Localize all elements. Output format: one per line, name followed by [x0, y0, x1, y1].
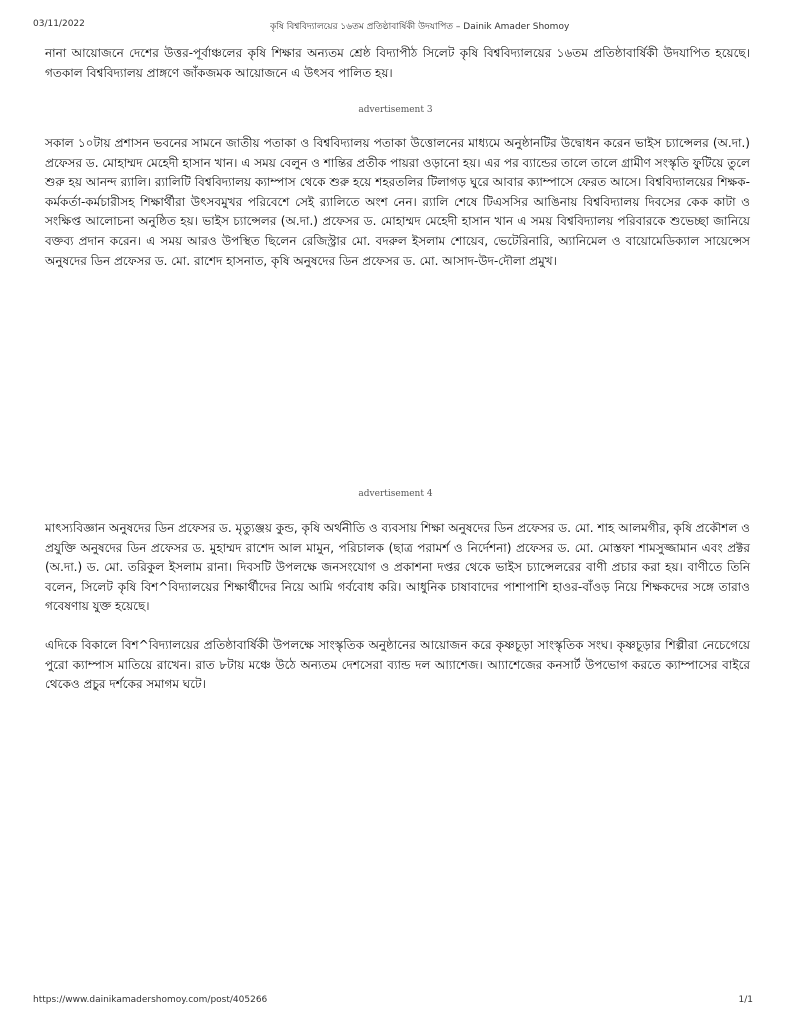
article-paragraph-1: নানা আয়োজনে দেশের উত্তর-পূর্বাঞ্চলের কৃষি শিক্ষার অন্যতম শ্রেষ্ঠ বিদ্যাপীঠ সিলেট কৃষি বিশ্ববিদ্যালয়ের ১৬তম প্রতিষ্ঠাবার্ষিকী উদযাপিত হয়েছে। গতকাল বিশ্ববিদ্যালয় প্রাঙ্গণে জাঁকজমক আয়োজনে এ উৎসব পালিত হয়। — [45, 46, 750, 80]
advertisement-placeholder-4: advertisement 4 — [358, 489, 433, 499]
advertisement-placeholder-3: advertisement 3 — [358, 105, 433, 115]
article-paragraph-2: সকাল ১০টায় প্রশাসন ভবনের সামনে জাতীয় পতাকা ও বিশ্ববিদ্যালয় পতাকা উত্তোলনের মাধ্যমে অনুষ্ঠানটির উদ্বোধন করেন ভাইস চ্যান্সেলর (অ.দা.) প্রফেসর ড. মোহাম্মদ মেহেদী হাসান খান। এ সময় বেলুন ও শান্তির প্রতীক পায়রা ওড়ানো হয়। এর পর ব্যান্ডের তালে তালে গ্রামীণ সংস্কৃতি ফুটিয়ে তুলে শুরু হয় আনন্দ র‌্যালি। র‌্যালিটি বিশ্ববিদ্যালয় ক্যাম্পাস থেকে শুরু হয়ে শহরতলির টিলাগড় ঘুরে আবার ক্যাম্পাসে ফেরত আসে। বিশ্ববিদ্যালয়ের শিক্ষক-কর্মকর্তা-কর্মচারীসহ শিক্ষার্থীরা উৎসবমুখর পরিবেশে সেই র‌্যালিতে অংশ নেন। র‌্যালি শেষে টিএসসির আঙিনায় বিশ্ববিদ্যালয় দিবসের কেক কাটা ও সংক্ষিপ্ত আলোচনা অনুষ্ঠিত হয়। ভাইস চ্যান্সেলর (অ.দা.) প্রফেসর ড. মোহাম্মদ মেহেদী হাসান খান এ সময় বিশ্ববিদ্যালয় পরিবারকে শুভেচ্ছা জানিয়ে বক্তব্য প্রদান করেন। এ সময় আরও উপস্থিত ছিলেন রেজিস্ট্রার মো. বদরুল ইসলাম শোয়েব, ভেটেরিনারি, অ্যানিমেল ও বায়োমেডিক্যাল সায়েন্সেস অনুষদের ডিন প্রফেসর ড. মো. রাশেদ হাসনাত, কৃষি অনুষদের ডিন প্রফেসর ড. মো. আসাদ-উদ-দৌলা প্রমুখ। — [45, 136, 750, 268]
page-title: কৃষি বিশ্ববিদ্যালয়ের ১৬তম প্রতিষ্ঠাবার্ষিকী উদযাপিত – Dainik Amader Shomoy — [270, 22, 570, 32]
print-date: 03/11/2022 — [33, 19, 85, 29]
source-url-link[interactable]: https://www.dainikamadershomoy.com/post/405266 — [33, 995, 268, 1005]
article-paragraph-4: এদিকে বিকালে বিশ^বিদ্যালয়ের প্রতিষ্ঠাবার্ষিকী উপলক্ষে সাংস্কৃতিক অনুষ্ঠানের আয়োজন করে কৃষ্ণচূড়া সাংস্কৃতিক সংঘ। কৃষ্ণচূড়ার শিল্পীরা নেচেগেয়ে পুরো ক্যাম্পাস মাতিয়ে রাখেন। রাত ৮টায় মঞ্চে উঠে অন্যতম দেশসেরা ব্যান্ড দল আ্যাশেজ। আ্যাশেজের কনসার্ট উপভোগ করতে ক্যাম্পাসের বাইরে থেকেও প্রচুর দর্শকের সমাগম ঘটে। — [45, 638, 750, 692]
article-paragraph-3: মাৎস্যবিজ্ঞান অনুষদের ডিন প্রফেসর ড. মৃত্যুঞ্জয় কুন্ড, কৃষি অর্থনীতি ও ব্যবসায় শিক্ষা অনুষদের ডিন প্রফেসর ড. মো. শাহ আলমগীর, কৃষি প্রকৌশল ও প্রযুক্তি অনুষদের ডিন প্রফেসর ড. মুহাম্মদ রাশেদ আল মামুন, পরিচালক (ছাত্র পরামর্শ ও নির্দেশনা) প্রফেসর ড. মো. মোস্তফা শামসুজ্জামান এবং প্রক্টর (অ.দা.) ড. মো. তরিকুল ইসলাম রানা। দিবসটি উপলক্ষে জনসংযোগ ও প্রকাশনা দপ্তর থেকে ভাইস চ্যান্সেলরের বাণী প্রচার করা হয়। বাণীতে তিনি বলেন, সিলেট কৃষি বিশ^বিদ্যালয়ের শিক্ষার্থীদের নিয়ে আমি গর্ববোধ করি। আধুনিক চাষাবাদের পাশাপাশি হাওর-বাঁওড় নিয়ে শিক্ষকদের সঙ্গে তারাও গবেষণায় যুক্ত হয়েছে। — [45, 521, 750, 614]
page-number: 1/1 — [738, 995, 753, 1005]
